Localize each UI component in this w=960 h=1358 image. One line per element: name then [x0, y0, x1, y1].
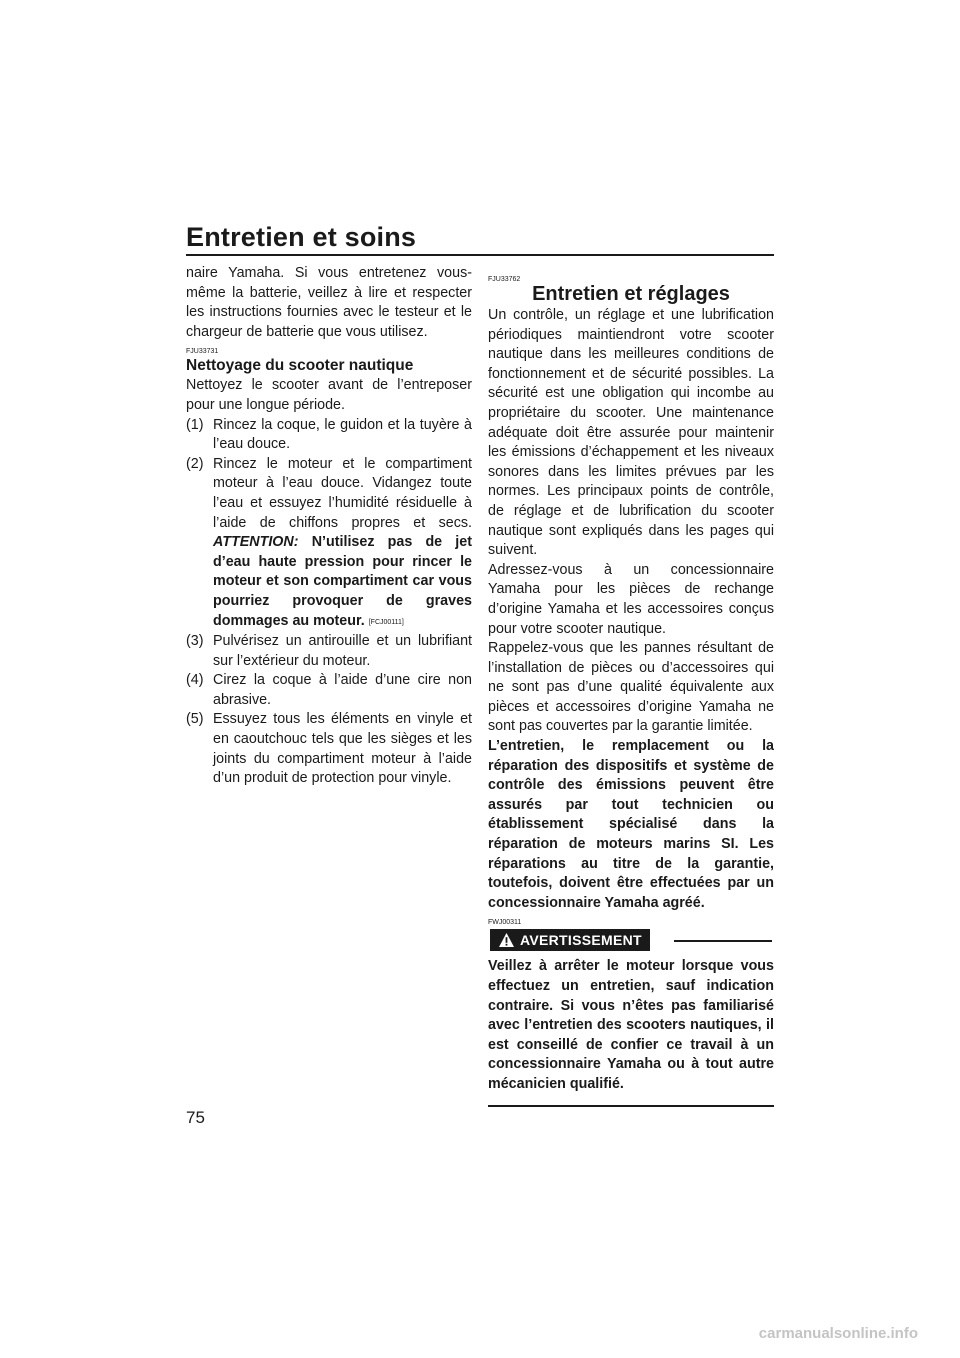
- watermark: carmanualsonline.info: [758, 1325, 918, 1342]
- body-paragraph: Un contrôle, un réglage et une lubrification périodiques maintiendront votre scooter nautique dans les meilleures conditions de fonctionnement et de sécurité possibles. La sécurité est une obligation qui incombe au propriétaire du scooter. Une maintenance adéquate doit être assurée pour maintenir les émissions d’échappement et les niveaux sonores dans les limites prévues par les normes. Les principaux points de contrôle, de réglage et de lubrification du scooter nautique sont expliqués dans les pages qui suivent.: [488, 307, 774, 559]
- step-text: Rincez le moteur et le compartiment moteur à l’eau douce. Vidangez toute l’eau et essuyez l’humidité résiduelle à l’aide de chiffons propres et secs.: [213, 455, 472, 531]
- step-item: [186, 416, 472, 455]
- title-rule: [186, 254, 774, 256]
- step-item: [186, 455, 472, 632]
- warning-label: AVERTISSEMENT: [520, 932, 642, 949]
- step-number: (4): [186, 672, 204, 689]
- warning-header: [488, 929, 774, 951]
- warning-badge: [490, 929, 650, 951]
- attention-label: ATTENTION:: [213, 534, 299, 551]
- body-paragraph: Rappelez-vous que les pannes résultant de l’installation de pièces ou d’accessoires qui ne sont pas d’une qualité équivalente aux pièces et accessoires d’origine Yamaha ne sont pas couvertes par la garantie limitée.: [488, 640, 774, 735]
- step-number: (5): [186, 711, 204, 728]
- step-item: [186, 710, 472, 788]
- attention-reference: [FCJ00111]: [368, 618, 404, 626]
- section-code: FJU33762: [488, 276, 521, 283]
- warning-rule: [674, 940, 772, 942]
- step-item: [186, 671, 472, 710]
- step-number: (3): [186, 633, 204, 650]
- warning-triangle-icon: [498, 932, 515, 948]
- emissions-paragraph: L’entretien, le remplacement ou la réparation des dispositifs et système de contrôle des émissions peuvent être assurés par tout technicien ou établissement spécialisé dans la réparation de moteurs marins SI. Les réparations au titre de la garantie, toutefois, doivent être effectuées par un concessionnaire Yamaha agréé.: [488, 738, 774, 911]
- body-paragraph: Adressez-vous à un concessionnaire Yamaha pour les pièces de rechange d’origine Yamaha et les accessoires conçus pour votre scooter nautique.: [488, 561, 774, 637]
- step-item: [186, 632, 472, 671]
- warning-text: Veillez à arrêter le moteur lorsque vous effectuez un entretien, sauf indication contraire. Si vous n’êtes pas familiarisé avec l’entretien des scooters nautiques, il est conseillé de confier ce travail à un concessionnaire Yamaha ou à tout autre mécanicien qualifié.: [488, 958, 774, 1092]
- page-number: 75: [186, 1108, 205, 1127]
- step-number: (2): [186, 455, 204, 472]
- warning-code: FWJ00311: [488, 919, 522, 927]
- attention-text: N’utilisez pas de jet d’eau haute pression pour rincer le moteur et son compartiment car vous pourriez provoquer de graves dommages au moteur.: [213, 534, 472, 629]
- intro-paragraph: naire Yamaha. Si vous entretenez vous-même la batterie, veillez à lire et respecter les instructions fournies avec le testeur et le chargeur de batterie que vous utilisez.: [186, 265, 472, 340]
- warning-bottom-rule: [488, 1105, 774, 1107]
- section-title-cleaning: Nettoyage du scooter nautique: [186, 357, 414, 375]
- step-text: Essuyez tous les éléments en vinyle et en caoutchouc tels que les sièges et les joints du compartiment moteur à l’aide d’un produit de protection pour vinyle.: [213, 711, 472, 787]
- section-code: FJU33731: [186, 348, 219, 356]
- right-column: [488, 264, 774, 1107]
- step-text: Cirez la coque à l’aide d’une cire non abrasive.: [213, 672, 472, 708]
- left-column: [186, 264, 472, 789]
- section-intro: Nettoyez le scooter avant de l’entreposer pour une longue période.: [186, 377, 472, 413]
- page-title: Entretien et soins: [186, 222, 417, 252]
- step-text: Pulvérisez un antirouille et un lubrifiant sur l’extérieur du moteur.: [213, 633, 472, 669]
- step-number: (1): [186, 416, 204, 433]
- section-title-maintenance: Entretien et réglages: [532, 283, 730, 305]
- step-text: Rincez la coque, le guidon et la tuyère à l’eau douce.: [213, 416, 472, 453]
